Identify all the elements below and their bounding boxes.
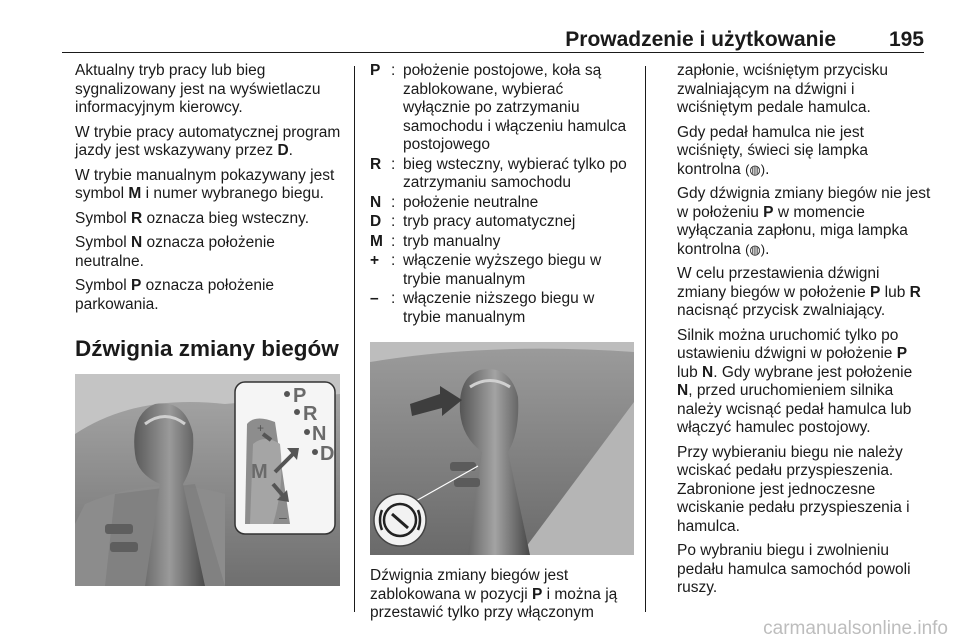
definition-sep: : [391,252,396,269]
paragraph: Gdy dźwignia zmiany biegów nie jest w położeniu P w momencie wyłączania zapłonu, miga lampka kontrolna (◍). [677,185,931,258]
definition-sep: : [391,290,396,307]
definition-sep: : [391,193,396,211]
definition-row [370,252,634,290]
label-p: P [293,385,307,407]
paragraph: Po wybraniu biegu i zwolnieniu pedału hamulca samochód powoli ruszy. [677,542,911,596]
paragraph: W celu przestawienia dźwigni zmiany biegów w położenie P lub R nacisnąć przycisk zwalniający. [677,265,921,319]
paragraph: Silnik można uruchomić tylko po ustawieniu dźwigni w położenie P lub N. Gdy wybrane jest położenie N, przed uruchomieniem silnika należy wcisnąć pedał hamulca lub włączyć hamulec postojowy. [677,326,913,436]
gear-lever-lock-illustration [370,342,634,555]
definition-row [370,213,634,233]
definition-key: + [370,252,380,269]
gear-positions-list [370,62,634,328]
definition-sep: : [391,62,396,79]
definition-key: M [370,232,383,250]
svg-text:–: – [279,509,287,525]
paragraph: Symbol R oznacza bieg wsteczny. [75,209,310,227]
definition-key: – [370,290,379,307]
svg-text:+: + [257,421,265,435]
definition-text: bieg wsteczny, wybierać tylko po zatrzymaniu samochodu [403,155,627,191]
label-r: R [303,403,318,425]
paragraph: Symbol N oznacza położenie neutralne. [75,234,275,270]
page-header [62,0,924,53]
column-middle [370,62,634,623]
paragraph: Symbol P oznacza położenie parkowania. [75,277,275,313]
paragraph: W trybie pracy automatycznej program jazdy jest wskazywany przez D. [75,123,341,159]
definition-text: położenie postojowe, koła są zablokowane, wybierać wyłącznie po zatrzymaniu samochodu i włączeniu hamulca postojowego [403,62,627,153]
column-left [75,62,343,586]
brake-warning-icon: (◍) [745,161,766,177]
definition-key: D [370,213,382,230]
paragraph: Przy wybieraniu biegu nie należy wciskać pedału przyspieszenia. Zabronione jest jednoczesne wciskanie pedału przyspieszenia i hamulca. [677,443,910,535]
column-divider [645,66,646,612]
definition-text: położenie neutralne [403,193,539,211]
watermark: carmanualsonline.info [763,618,948,639]
definition-sep: : [391,155,396,173]
gear-lever-illustration [75,374,340,586]
definition-text: włączenie wyższego biegu w trybie manualnym [403,252,602,288]
definition-row [370,62,634,156]
definition-text: włączenie niższego biegu w trybie manualnym [403,290,595,326]
definition-row [370,290,634,328]
paragraph: Gdy pedał hamulca nie jest wciśnięty, świeci się lampka kontrolna (◍). [677,123,868,178]
definition-sep: : [391,232,396,250]
definition-key: P [370,62,381,79]
section-heading: Dźwignia zmiany biegów [75,336,339,361]
brake-warning-icon: (◍) [745,241,766,257]
column-right [677,62,931,604]
paragraph: W trybie manualnym pokazywany jest symbol M i numer wybranego biegu. [75,166,335,202]
paragraph: Aktualny tryb pracy lub bieg sygnalizowany jest na wyświetlaczu informacyjnym kierowcy. [75,62,321,116]
label-m: M [251,461,268,483]
definition-row [370,194,634,214]
definition-text: tryb pracy automatycznej [403,213,576,230]
label-d: D [320,443,335,465]
figure-caption: Dźwignia zmiany biegów jest zablokowana w pozycji P i można ją przestawić tylko przy włączonym [370,567,618,621]
paragraph: zapłonie, wciśniętym przycisku zwalniającym na dźwigni i wciśniętym pedale hamulca. [677,62,889,116]
section-title: Prowadzenie i użytkowanie [565,28,836,51]
column-divider [354,66,355,612]
definition-key: R [370,155,382,173]
definition-sep: : [391,213,396,230]
definition-row [370,156,634,194]
definition-key: N [370,193,382,211]
page-number: 195 [888,28,924,51]
label-n: N [312,423,327,445]
definition-text: tryb manualny [403,232,501,250]
definition-row [370,233,634,253]
